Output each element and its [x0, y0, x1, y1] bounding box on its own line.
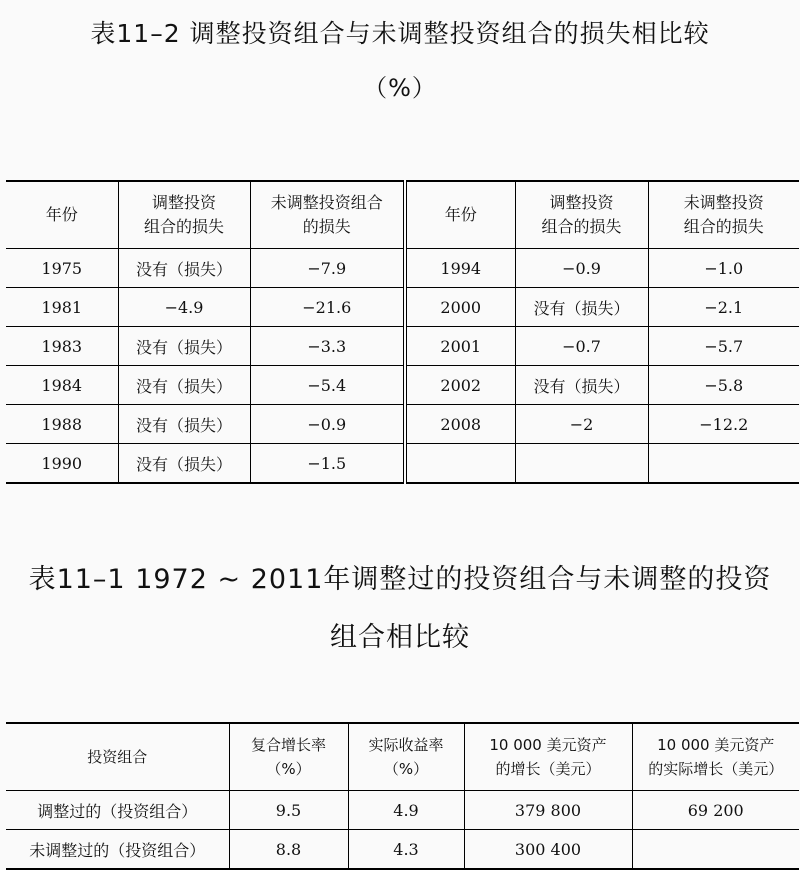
header-unadjusted-loss-right: 未调整投资 组合的损失 [648, 181, 799, 249]
cell-unadjusted: −12.2 [648, 405, 799, 444]
portfolio-comparison-table [6, 722, 799, 870]
cell-adjusted: 没有（损失） [118, 366, 250, 405]
table2-title-continued: 组合相比较 [330, 622, 470, 653]
cell-real-growth [632, 830, 799, 870]
table1-unit: （%） [363, 74, 437, 102]
cell-adjusted: 没有（损失） [118, 405, 250, 444]
cell-adjusted: 没有（损失） [515, 288, 648, 327]
table-header-row [6, 181, 799, 249]
table2-title: 表11–1 1972 ~ 2011年调整过的投资组合与未调整的投资 [28, 564, 772, 595]
header-year: 年份 [6, 181, 118, 249]
cell-adjusted: −0.9 [515, 249, 648, 288]
cell-unadjusted: −5.8 [648, 366, 799, 405]
table-row [6, 366, 799, 405]
table-row [6, 327, 799, 366]
loss-comparison-table [6, 180, 799, 484]
cell-year: 2002 [405, 366, 515, 405]
table-row [6, 830, 799, 870]
cell-empty [405, 444, 515, 484]
table-row [6, 405, 799, 444]
header-real-return: 实际收益率 （%） [348, 723, 464, 791]
header-real-growth: 10 000 美元资产 的实际增长（美元） [632, 723, 799, 791]
cell-growth: 379 800 [464, 791, 632, 830]
cell-year: 2000 [405, 288, 515, 327]
cell-adjusted: −4.9 [118, 288, 250, 327]
cell-real-return: 4.9 [348, 791, 464, 830]
cell-growth: 300 400 [464, 830, 632, 870]
cell-adjusted: −2 [515, 405, 648, 444]
table-row [6, 791, 799, 830]
cell-cagr: 8.8 [229, 830, 348, 870]
cell-adjusted: 没有（损失） [118, 327, 250, 366]
table-row [6, 288, 799, 327]
cell-unadjusted: −5.4 [250, 366, 405, 405]
cell-real-growth: 69 200 [632, 791, 799, 830]
table-row [6, 444, 799, 484]
cell-year: 2008 [405, 405, 515, 444]
cell-adjusted: 没有（损失） [118, 249, 250, 288]
cell-unadjusted: −1.0 [648, 249, 799, 288]
cell-portfolio: 调整过的（投资组合） [6, 791, 229, 830]
cell-year: 1983 [6, 327, 118, 366]
cell-cagr: 9.5 [229, 791, 348, 830]
cell-real-return: 4.3 [348, 830, 464, 870]
cell-portfolio: 未调整过的（投资组合） [6, 830, 229, 870]
header-portfolio: 投资组合 [6, 723, 229, 791]
header-adjusted-loss: 调整投资 组合的损失 [118, 181, 250, 249]
cell-unadjusted: −21.6 [250, 288, 405, 327]
cell-unadjusted: −3.3 [250, 327, 405, 366]
cell-year: 1975 [6, 249, 118, 288]
cell-year: 1984 [6, 366, 118, 405]
header-growth: 10 000 美元资产 的增长（美元） [464, 723, 632, 791]
header-adjusted-loss-right: 调整投资 组合的损失 [515, 181, 648, 249]
cell-unadjusted: −7.9 [250, 249, 405, 288]
cell-year: 2001 [405, 327, 515, 366]
cell-adjusted: −0.7 [515, 327, 648, 366]
cell-unadjusted: −1.5 [250, 444, 405, 484]
cell-unadjusted: −2.1 [648, 288, 799, 327]
cell-adjusted: 没有（损失） [515, 366, 648, 405]
cell-empty [515, 444, 648, 484]
header-year-right: 年份 [405, 181, 515, 249]
cell-adjusted: 没有（损失） [118, 444, 250, 484]
cell-year: 1988 [6, 405, 118, 444]
cell-year: 1990 [6, 444, 118, 484]
header-unadjusted-loss: 未调整投资组合 的损失 [250, 181, 405, 249]
cell-unadjusted: −0.9 [250, 405, 405, 444]
cell-year: 1994 [405, 249, 515, 288]
header-cagr: 复合增长率 （%） [229, 723, 348, 791]
table-row [6, 249, 799, 288]
cell-empty [648, 444, 799, 484]
cell-unadjusted: −5.7 [648, 327, 799, 366]
table-header-row [6, 723, 799, 791]
cell-year: 1981 [6, 288, 118, 327]
table1-title: 表11–2 调整投资组合与未调整投资组合的损失相比较 [90, 19, 710, 48]
